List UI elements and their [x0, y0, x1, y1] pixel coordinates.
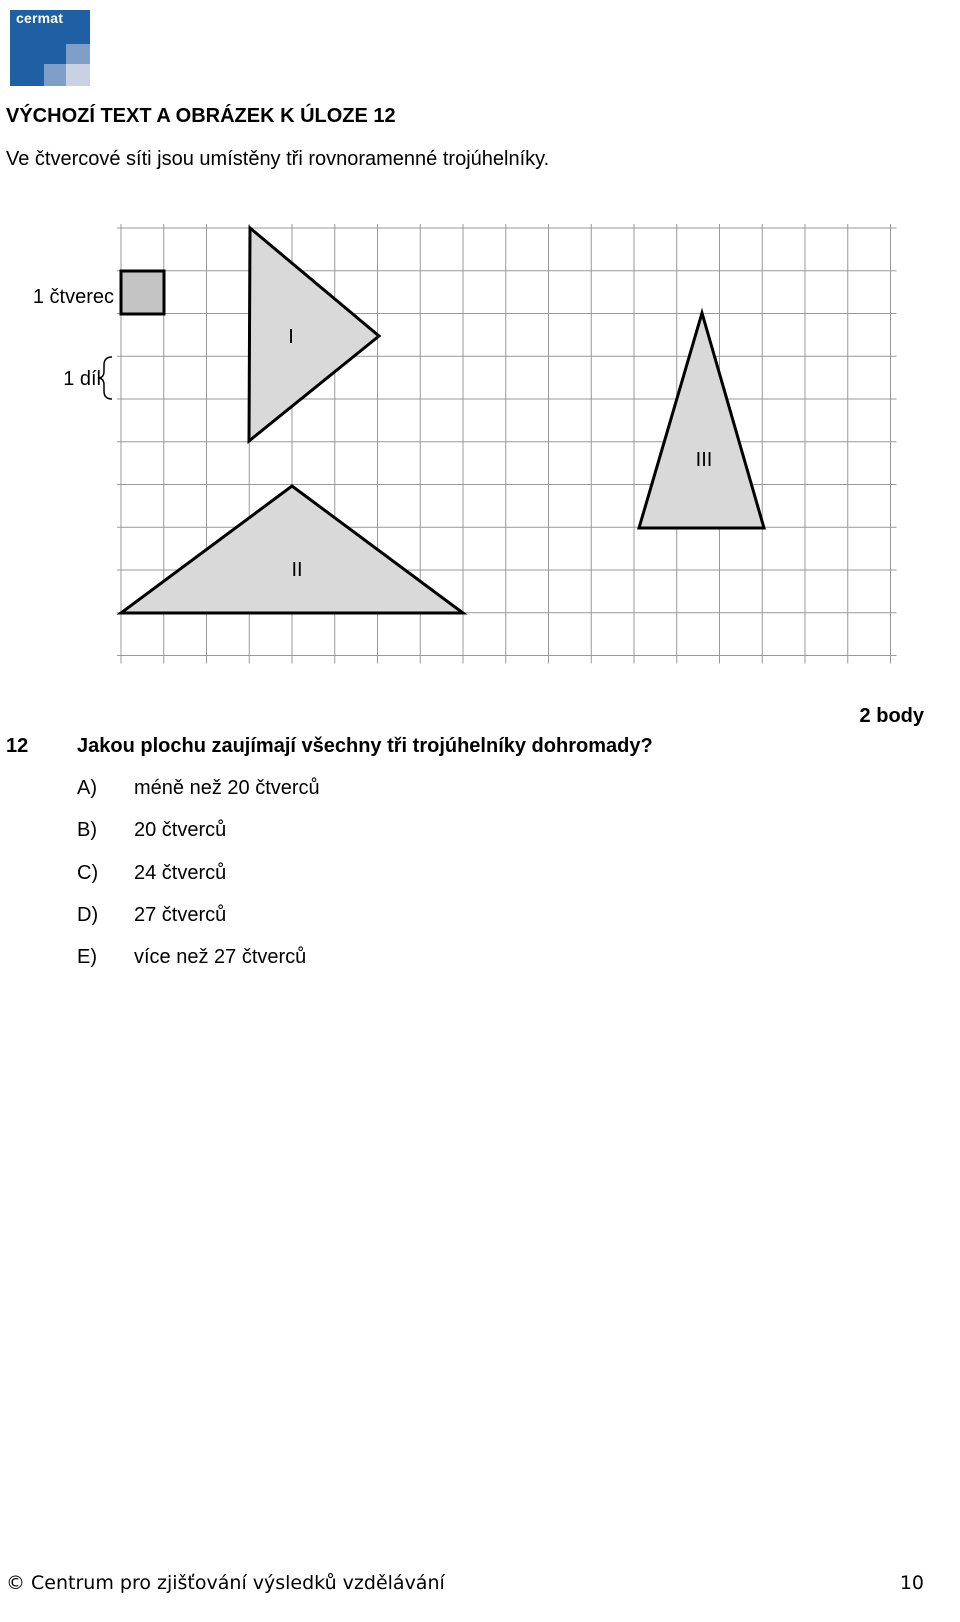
option-a[interactable] [77, 777, 320, 819]
option-letter: A) [77, 777, 97, 799]
option-text: 24 čtverců [134, 861, 227, 884]
triangle-ii [121, 486, 463, 613]
question-text: Jakou plochu zaujímají všechny tři trojúhelníky dohromady? [77, 735, 653, 757]
legend-unit-label: 1 díl [63, 368, 101, 390]
triangle-grid-figure [0, 220, 960, 680]
section-heading: VÝCHOZÍ TEXT A OBRÁZEK K ÚLOZE 12 [6, 105, 396, 127]
intro-text: Ve čtvercové síti jsou umístěny tři rovnoramenné trojúhelníky. [6, 148, 550, 170]
option-d[interactable] [77, 904, 320, 946]
option-letter: D) [77, 903, 99, 926]
option-text: 27 čtverců [134, 903, 227, 926]
option-letter: C) [77, 861, 99, 884]
logo-text: cermat [16, 10, 64, 26]
points-badge: 2 body [859, 705, 924, 727]
footer-page-number: 10 [899, 1572, 924, 1594]
option-e[interactable] [77, 946, 320, 988]
triangle-iii-label: III [695, 449, 713, 471]
option-letter: E) [77, 946, 97, 969]
triangle-i-label: I [288, 326, 294, 348]
option-text: méně než 20 čtverců [134, 777, 320, 799]
triangle-ii-label: II [291, 559, 303, 581]
option-text: 20 čtverců [134, 819, 227, 842]
legend-square-label: 1 čtverec [32, 286, 114, 308]
brace-icon [98, 357, 112, 399]
question-number: 12 [6, 735, 29, 757]
option-text: více než 27 čtverců [134, 946, 307, 969]
legend-square [121, 271, 164, 314]
option-c[interactable] [77, 862, 320, 904]
answer-options [77, 777, 320, 988]
option-b[interactable] [77, 819, 320, 861]
option-letter: B) [77, 819, 97, 842]
triangle-i [249, 228, 379, 441]
footer-copyright: © Centrum pro zjišťování výsledků vzdělávání [6, 1572, 445, 1594]
triangle-iii [639, 313, 764, 528]
